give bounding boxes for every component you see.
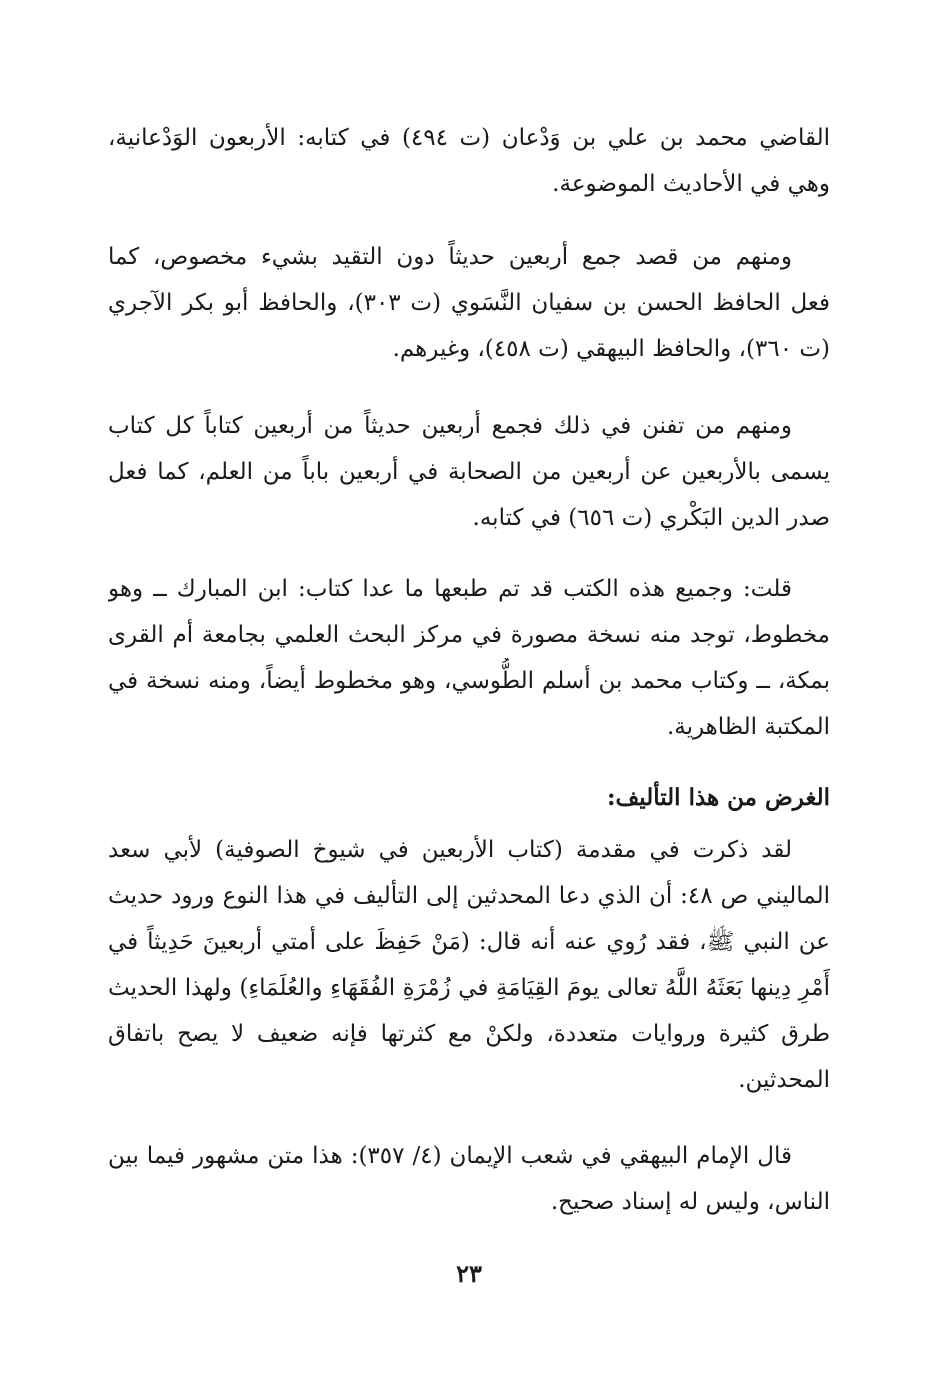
text-line: ومنهم من قصد جمع أربعين حديثاً دون التقيد بشيء مخصوص، كما (108, 244, 792, 270)
paragraph-1 (108, 115, 830, 207)
text-line: ومنهم من تفنن في ذلك فجمع أربعين حديثاً من أربعين كتاباً كل كتاب (108, 413, 792, 439)
paragraph-4 (108, 566, 830, 750)
text-line: القاضي محمد بن علي بن وَدْعان (ت ٤٩٤) في كتابه: الأربعون الوَدْعانية، (108, 125, 830, 151)
text-line: مخطوط، توجد منه نسخة مصورة في مركز البحث العلمي بجامعة أم القرى (108, 622, 830, 648)
text-line: قال الإمام البيهقي في شعب الإيمان (٤/ ٣٥٧): هذا متن مشهور فيما بين (108, 1143, 793, 1169)
paragraph-6 (108, 1133, 830, 1225)
text-line: الماليني ص ٤٨: أن الذي دعا المحدثين إلى التأليف في هذا النوع ورود حديث (108, 883, 830, 909)
text-line: المكتبة الظاهرية. (666, 714, 830, 740)
text-line: الناس، وليس له إسناد صحيح. (550, 1189, 830, 1215)
text-line: صدر الدين البَكْري (ت ٦٥٦) في كتابه. (472, 505, 830, 531)
text-line: عن النبي ﷺ، فقد رُوي عنه أنه قال: (مَنْ حَفِظَ على أمتي أربعينَ حَدِيثاً في (108, 929, 830, 955)
page-number: ٢٣ (456, 1259, 482, 1288)
text-line: لقد ذكرت في مقدمة (كتاب الأربعين في شيوخ الصوفية) لأبي سعد (108, 837, 792, 863)
text-line: بمكة، ــ وكتاب محمد بن أسلم الطُّوسي، وهو مخطوط أيضاً، ومنه نسخة في (108, 668, 830, 694)
text-line: وهي في الأحاديث الموضوعة. (552, 171, 830, 197)
text-line: (ت ٣٦٠)، والحافظ البيهقي (ت ٤٥٨)، وغيرهم. (392, 336, 830, 362)
text-line: طرق كثيرة وروايات متعددة، ولكنْ مع كثرتها فإنه ضعيف لا يصح باتفاق (108, 1021, 830, 1047)
paragraph-3 (108, 403, 830, 541)
text-line: يسمى بالأربعين عن أربعين من الصحابة في أربعين باباً من العلم، كما فعل (108, 459, 830, 485)
text-line: المحدثين. (738, 1067, 830, 1093)
text-line: قلت: وجميع هذه الكتب قد تم طبعها ما عدا كتاب: ابن المبارك ــ وهو (108, 576, 792, 602)
text-line: أَمْرِ دِينها بَعَثَهُ اللَّهُ تعالى يومَ القِيَامَةِ في زُمْرَةِ الفُقَهَاءِ والعُلَمَاءِ) ولهذا الحديث (108, 975, 830, 1001)
paragraph-2 (108, 234, 830, 372)
text-line: فعل الحافظ الحسن بن سفيان النَّسَوي (ت ٣٠٣)، والحافظ أبو بكر الآجري (108, 290, 830, 316)
section-heading: الغرض من هذا التأليف: (606, 784, 830, 811)
paragraph-5 (108, 827, 830, 1103)
